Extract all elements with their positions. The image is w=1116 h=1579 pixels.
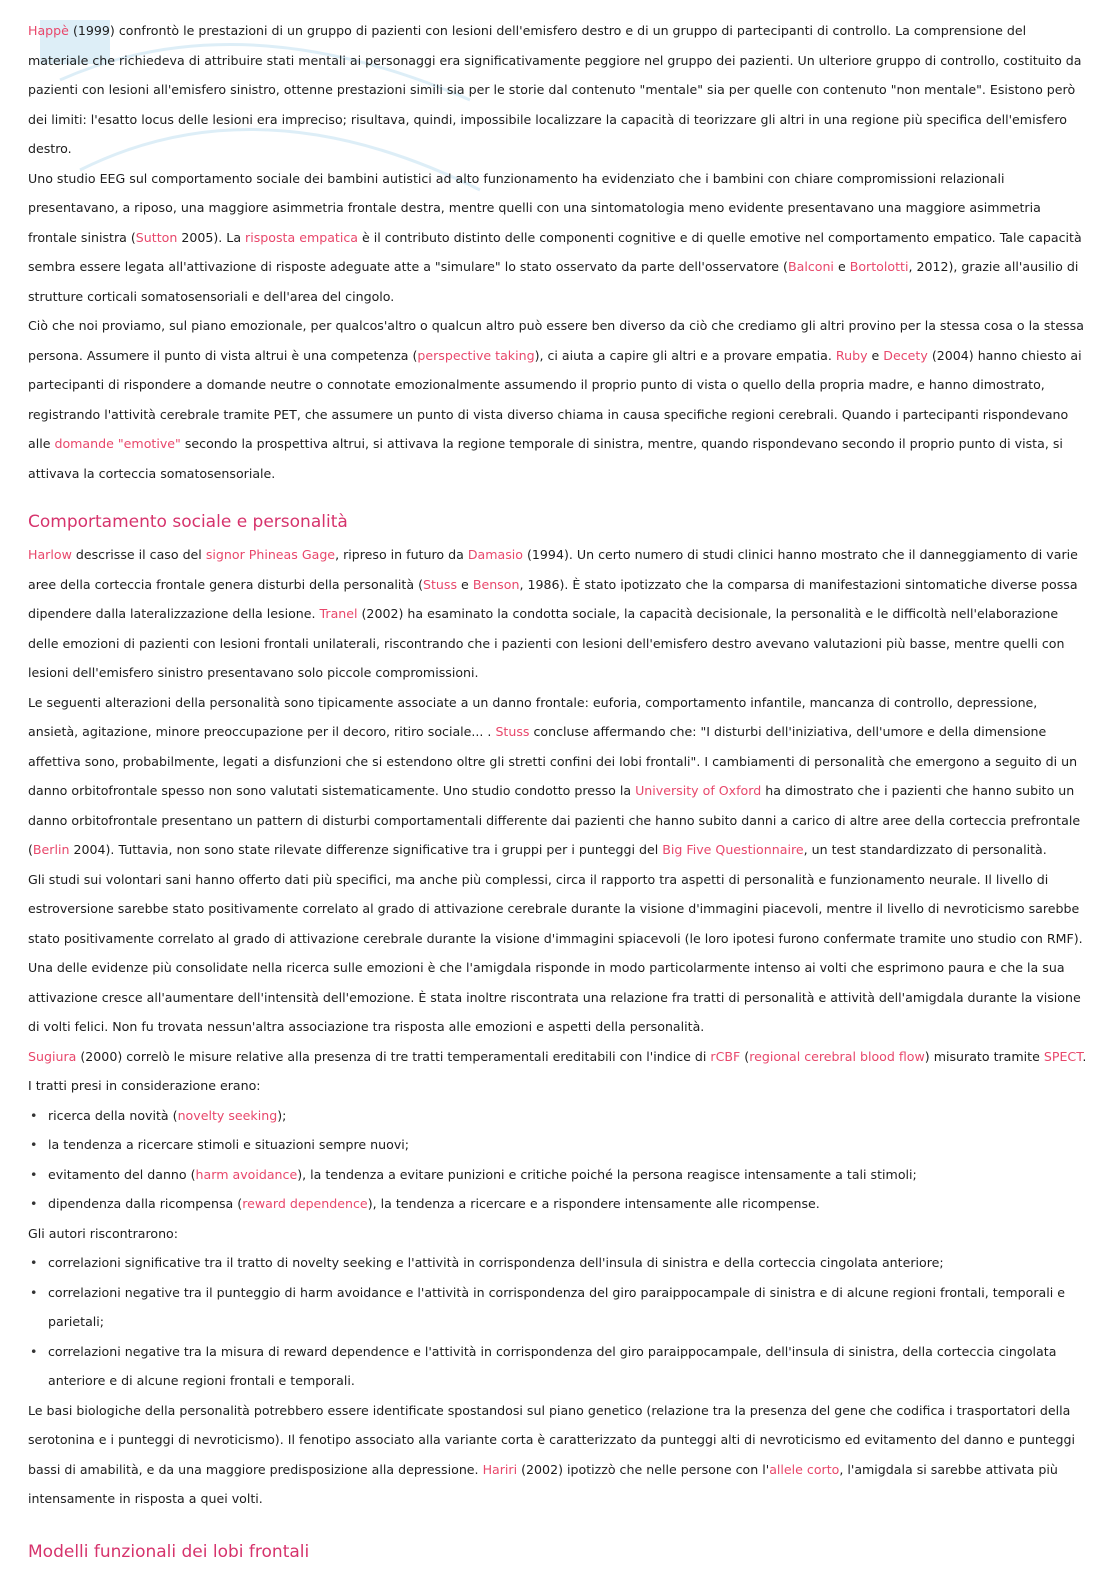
paragraph-biological-basis	[28, 1396, 1088, 1514]
highlighted-term: rCBF	[710, 1048, 741, 1064]
text-run: (2004) hanno chiesto ai partecipanti di rispondere a domande neutre o connotate emozionalmente assumendo il proprio punto di vista o quello della propria madre, e hanno dimostrato, registrando l'attività cerebrale tramite PET, che assumere un punto di vista diverso chiama in causa specifiche regioni cerebrali. Quando i partecipanti rispondevano alle	[28, 347, 1082, 451]
highlighted-term: SPECT	[1043, 1048, 1083, 1064]
text-run: evitamento del danno (	[48, 1166, 196, 1182]
highlighted-term: Tranel	[319, 606, 358, 621]
text-run: Uno studio EEG sul comportamento sociale dei bambini autistici ad alto funzionamento ha evidenziato che i bambini con chiare compromissioni relazionali presentavano, a riposo, una maggiore asimmetria frontale destra, mentre quelli con una sintomatologia meno evidente presentavano una maggiore asimmetria frontale sinistra (	[28, 170, 1041, 245]
highlighted-term: regional cerebral blood flow	[749, 1048, 925, 1064]
text-run: ), ci aiuta a capire gli altri e a provare empatia.	[534, 347, 836, 363]
text-run: e	[867, 347, 884, 363]
text-run: e	[833, 259, 850, 274]
highlighted-term: risposta empatica	[245, 229, 359, 245]
paragraph-eeg-autism	[28, 164, 1088, 312]
highlighted-term: domande "emotive"	[54, 436, 181, 451]
highlighted-term: Balconi	[787, 259, 834, 274]
text-run: secondo la prospettiva altrui, si attivava la regione temporale di sinistra, mentre, quando rispondevano secondo il proprio punto di vista, si attivava la corteccia somatosensoriale.	[28, 436, 1063, 481]
highlighted-term: Stuss	[495, 724, 530, 739]
paragraph-authors-found	[28, 1219, 1088, 1249]
text-run: , 1986). È stato ipotizzato che la comparsa di manifestazioni sintomatiche diverse possa dipendere dalla lateralizzazione della lesione.	[28, 576, 1078, 621]
list-item	[28, 1101, 1088, 1131]
list-item	[28, 1248, 1088, 1278]
text-run: Le seguenti alterazioni della personalità sono tipicamente associate a un danno frontale: euforia, comportamento infantile, mancanza di controllo, depressione, ansietà, agitazione, minore preoccupazione per il decoro, ritiro sociale... .	[28, 694, 1038, 739]
text-run: , un test standardizzato di personalità.	[803, 842, 1047, 857]
text-run: (2002) ipotizzò che nelle persone con l'	[517, 1461, 770, 1477]
text-run: , 2012), grazie all'ausilio di strutture corticali somatosensoriali e dell'area del cingolo.	[28, 259, 1079, 304]
highlighted-term: Big Five Questionnaire	[662, 842, 804, 857]
highlighted-term: Harlow	[28, 547, 72, 562]
traits-list	[28, 1101, 1088, 1219]
text-run: ), la tendenza a evitare punizioni e critiche poiché la persona reagisce intensamente a tali stimoli;	[297, 1166, 917, 1182]
highlighted-term: Ruby	[835, 347, 868, 363]
document-page	[28, 16, 1088, 1564]
text-run: descrisse il caso del	[71, 547, 206, 562]
text-run: correlazioni negative tra la misura di reward dependence e l'attività in corrispondenza del giro paraippocampale, dell'insula di sinistra, della corteccia cingolata anteriore e di alcune regioni frontali e temporali.	[48, 1343, 1057, 1388]
text-run: dipendenza dalla ricompensa (	[48, 1196, 243, 1211]
text-run: Gli autori riscontrarono:	[28, 1225, 178, 1241]
text-run: Gli studi sui volontari sani hanno offerto dati più specifici, ma anche più complessi, circa il rapporto tra aspetti di personalità e funzionamento neurale. Il livello di estroversione sarebbe stato positivamente correlato al grado di attivazione cerebrale durante la visione d'immagini piacevoli, mentre il livello di nevroticismo sarebbe stato positivamente correlato al grado di attivazione cerebrale durante la visione d'immagini spiacevoli (le loro ipotesi furono confermate tramite uno studio con RMF). Una delle evidenze più consolidate nella ricerca sulle emozioni è che l'amigdala risponde in modo particolarmente intenso ai volti che esprimono paura e che la sua attivazione cresce all'aumentare dell'intensità dell'emozione. È stata inoltre riscontrata una relazione fra tratti di personalità e attività dell'amigdala durante la visione di volti felici. Non fu trovata nessun'altra associazione tra risposta alle emozioni e aspetti della personalità.	[28, 871, 1083, 1034]
text-run: 2004). Tuttavia, non sono state rilevate differenze significative tra i gruppi per i punteggi del	[69, 842, 663, 857]
highlighted-term: perspective taking	[417, 347, 535, 363]
text-run: correlazioni significative tra il tratto di novelty seeking e l'attività in corrispondenza dell'insula di sinistra e della corteccia cingolata anteriore;	[48, 1255, 944, 1270]
paragraph-healthy-volunteers	[28, 865, 1088, 1042]
highlighted-term: University of Oxford	[635, 783, 762, 798]
text-run: (	[740, 1048, 750, 1064]
text-run: , ripreso in futuro da	[335, 547, 468, 562]
text-run: e	[457, 576, 473, 592]
highlighted-term: Decety	[883, 347, 928, 363]
highlighted-term: Benson	[472, 576, 520, 592]
text-run: 2005). La	[177, 229, 246, 245]
list-item	[28, 1189, 1088, 1219]
text-run: (1994). Un certo numero di studi clinici hanno mostrato che il danneggiamento di varie aree della corteccia frontale genera disturbi della personalità (	[28, 547, 1078, 592]
paragraph-sugiura	[28, 1042, 1088, 1101]
text-run: , l'amigdala si sarebbe attivata più intensamente in risposta a quei volti.	[28, 1461, 1058, 1506]
text-run: ), la tendenza a ricercare e a rispondere intensamente alle ricompense.	[367, 1196, 820, 1211]
text-run: . I tratti presi in considerazione erano:	[28, 1048, 1087, 1093]
paragraph-phineas-gage	[28, 540, 1088, 688]
text-run: è il contributo distinto delle componenti cognitive e di quelle emotive nel comportamento empatico. Tale capacità sembra essere legata all'attivazione di risposte adeguate atte a "simulare" lo stato osservato da parte dell'osservatore (	[28, 229, 1082, 274]
text-run: );	[277, 1107, 287, 1123]
highlighted-term: Hariri	[482, 1461, 518, 1477]
highlighted-term: harm avoidance	[195, 1166, 298, 1182]
highlighted-term: reward dependence	[242, 1196, 368, 1211]
highlighted-term: allele corto	[769, 1461, 840, 1477]
section-heading-frontal-models: Modelli funzionali dei lobi frontali	[28, 1541, 310, 1562]
paragraph-perspective-taking	[28, 311, 1088, 488]
text-run: (1999) confrontò le prestazioni di un gruppo di pazienti con lesioni dell'emisfero destro e di un gruppo di partecipanti di controllo. La comprensione del materiale che richiedeva di attribuire stati mentali ai personaggi era significativamente peggiore nel gruppo dei pazienti. Un ulteriore gruppo di controllo, costituito da pazienti con lesioni all'emisfero sinistro, ottenne prestazioni simili sia per le storie dal contenuto "mentale" sia per quelle con contenuto "non mentale". Esistono però dei limiti: l'esatto locus delle lesioni era impreciso; risultava, quindi, impossibile localizzare la capacità di teorizzare gli altri in una regione più specifica dell'emisfero destro.	[28, 23, 1082, 156]
highlighted-term: Berlin	[32, 842, 70, 857]
highlighted-term: Happè	[28, 23, 69, 38]
paragraph-happe	[28, 16, 1088, 164]
text-run: ) misurato tramite	[924, 1048, 1044, 1064]
findings-list	[28, 1248, 1088, 1396]
text-run: (2002) ha esaminato la condotta sociale, la capacità decisionale, la personalità e le difficoltà nell'elaborazione delle emozioni di pazienti con lesioni frontali unilaterali, riscontrando che i pazienti con lesioni dell'emisfero destro avevano valutazioni più basse, mentre quelli con lesioni dell'emisfero sinistro presentavano solo piccole compromissioni.	[28, 606, 1065, 680]
highlighted-term: Sugiura	[28, 1048, 77, 1064]
highlighted-term: novelty seeking	[177, 1107, 278, 1123]
text-run: Le basi biologiche della personalità potrebbero essere identificate spostandosi sul piano genetico (relazione tra la presenza del gene che codifica i trasportatori della serotonina e i punteggi di nevroticismo). Il fenotipo associato alla variante corta è caratterizzato da punteggi alti di nevroticismo ed evitamento del danno e punteggi bassi di amabilità, e da una maggiore predisposizione alla depressione.	[28, 1402, 1076, 1477]
highlighted-term: Sutton	[135, 229, 178, 245]
list-item	[28, 1278, 1088, 1337]
highlighted-term: Bortolotti	[849, 259, 909, 274]
text-run: ha dimostrato che i pazienti che hanno subito un danno orbitofrontale presentano un pattern di disturbi comportamentali differente dai pazienti che hanno subito danni a carico di altre aree della corteccia prefrontale (	[28, 783, 1081, 857]
text-run: (2000) correlò le misure relative alla presenza di tre tratti temperamentali ereditabili con l'indice di	[76, 1048, 711, 1064]
highlighted-term: Damasio	[467, 547, 523, 562]
paragraph-personality-alterations	[28, 688, 1088, 865]
text-run: ricerca della novità (	[48, 1107, 178, 1123]
list-item	[28, 1337, 1088, 1396]
text-run: Ciò che noi proviamo, sul piano emozionale, per qualcos'altro o qualcun altro può essere ben diverso da ciò che crediamo gli altri provino per la stessa cosa o la stessa persona. Assumere il punto di vista altrui è una competenza (	[28, 318, 1084, 363]
highlighted-term: Stuss	[423, 576, 458, 592]
text-run: la tendenza a ricercare stimoli e situazioni sempre nuovi;	[48, 1137, 410, 1152]
section-heading-social-behavior: Comportamento sociale e personalità	[28, 512, 348, 532]
list-item	[28, 1130, 1088, 1160]
highlighted-term: signor Phineas Gage	[205, 547, 336, 562]
list-item	[28, 1160, 1088, 1190]
text-run: correlazioni negative tra il punteggio di harm avoidance e l'attività in corrispondenza del giro paraippocampale di sinistra e di alcune regioni frontali, temporali e parietali;	[48, 1284, 1065, 1329]
text-run: concluse affermando che: "I disturbi dell'iniziativa, dell'umore e della dimensione affettiva sono, probabilmente, legati a disfunzioni che si estendono oltre gli stretti confini dei lobi frontali". I cambiamenti di personalità che emergono a seguito di un danno orbitofrontale spesso non sono valutati sistematicamente. Uno studio condotto presso la	[28, 724, 1078, 798]
